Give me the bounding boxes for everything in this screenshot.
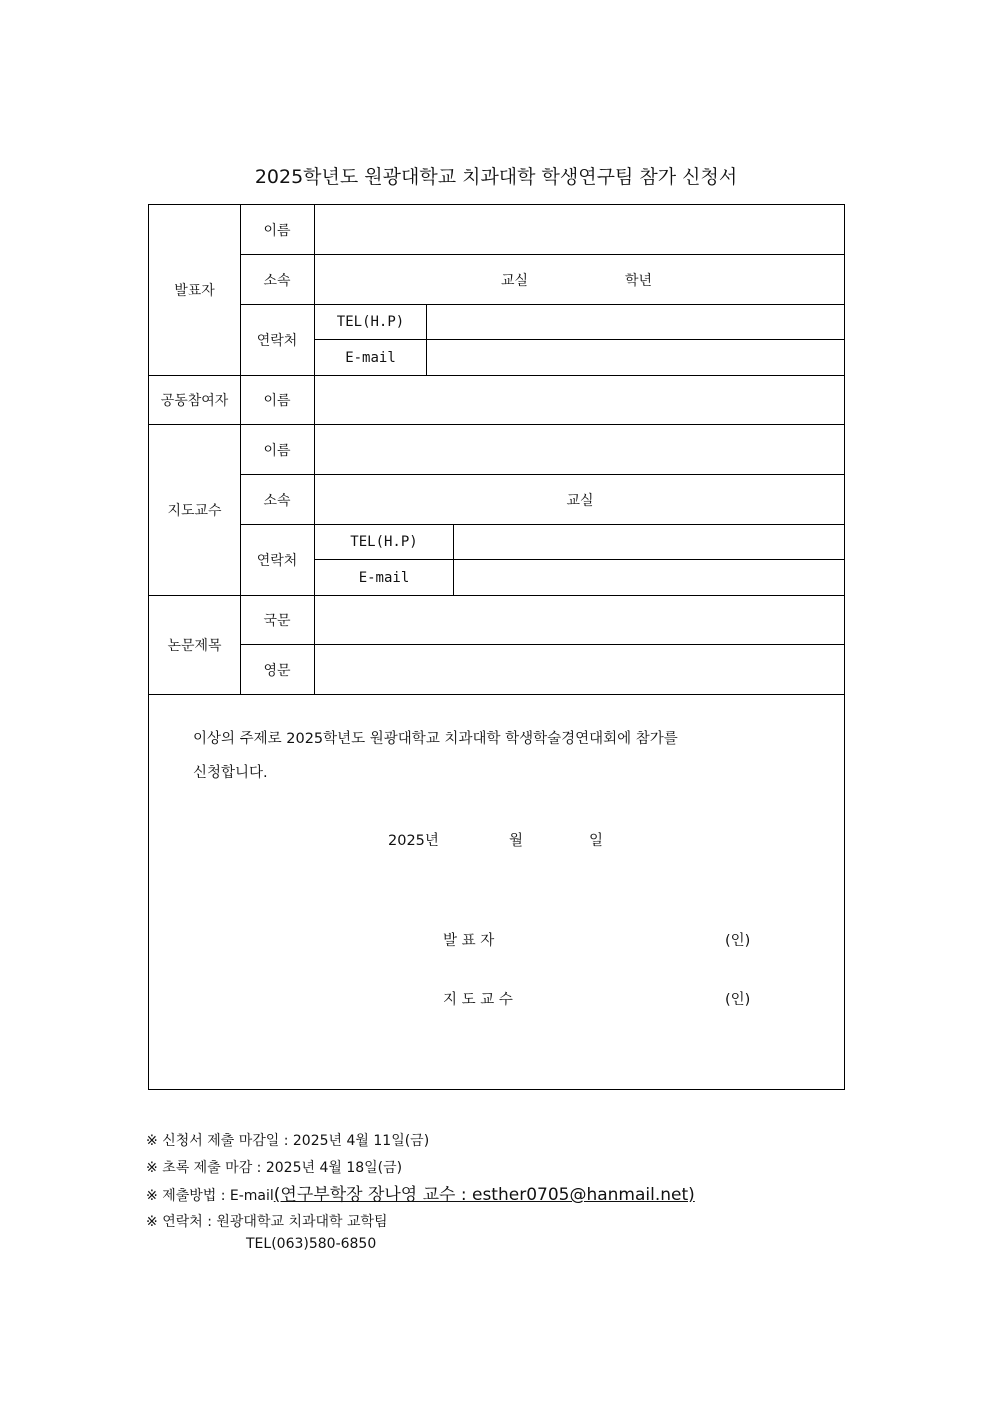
presenter-name-field[interactable] (315, 205, 845, 254)
advisor-dept-suffix: 교실 (566, 492, 594, 509)
presenter-email-field[interactable] (427, 340, 845, 375)
presenter-tel-field[interactable] (427, 305, 845, 339)
note-contact-text: 연락처 : 원광대학교 치과대학 교학팀 (162, 1214, 388, 1230)
presenter-seal: (인) (725, 933, 751, 949)
application-form (148, 204, 845, 1090)
coparticipant-name-field[interactable] (315, 376, 845, 424)
paper-title-english-label: 영문 (263, 662, 291, 679)
form-title: 2025학년도 원광대학교 치과대학 학생연구팀 참가 신청서 (254, 166, 738, 188)
note-mark: ※ (146, 1133, 158, 1149)
presenter-year-suffix: 학년 (625, 272, 653, 289)
paper-title-section-label: 논문제목 (167, 638, 222, 654)
submission-notes (146, 1128, 695, 1256)
coparticipant-name-label: 이름 (263, 393, 291, 409)
note-abstract-deadline (146, 1155, 695, 1182)
note-method (146, 1182, 695, 1209)
date-day: 일 (589, 833, 604, 849)
note-method-prefix: 제출방법 : E-mail (162, 1188, 274, 1204)
note-deadline (146, 1128, 695, 1155)
note-mark: ※ (146, 1188, 158, 1204)
date-month: 월 (509, 833, 524, 849)
presenter-dept-suffix: 교실 (501, 272, 529, 289)
advisor-email-label: E-mail (358, 569, 410, 586)
paper-title-korean-label: 국문 (263, 613, 291, 629)
date-year: 2025년 (388, 833, 439, 849)
presenter-affiliation-label: 소속 (263, 272, 291, 289)
note-mark: ※ (146, 1214, 158, 1230)
presenter-name-label: 이름 (263, 222, 291, 239)
note-abstract-deadline-text: 초록 제출 마감 : 2025년 4월 18일(금) (162, 1160, 403, 1176)
presenter-contact-label: 연락처 (256, 333, 298, 349)
advisor-affiliation-label: 소속 (263, 492, 291, 509)
presenter-affiliation-field[interactable] (315, 255, 845, 304)
note-method-contact-link[interactable]: (연구부학장 장나영 교수 : esther0705@hanmail.net) (273, 1185, 695, 1205)
presenter-tel-label: TEL(H.P) (336, 314, 405, 330)
presenter-email-label: E-mail (345, 349, 396, 366)
coparticipant-section-label: 공동참여자 (160, 393, 229, 409)
advisor-name-label: 이름 (263, 442, 291, 459)
advisor-contact-label: 연락처 (256, 553, 298, 569)
advisor-email-field[interactable] (454, 560, 845, 595)
presenter-section-label: 발표자 (174, 283, 215, 299)
advisor-tel-field[interactable] (454, 525, 845, 559)
presenter-signature-label: 발 표 자 (443, 933, 495, 949)
paper-title-english-field[interactable] (315, 645, 845, 694)
advisor-section-label: 지도교수 (167, 503, 222, 519)
declaration-line-2: 신청합니다. (193, 765, 268, 781)
paper-title-korean-field[interactable] (315, 596, 845, 644)
advisor-signature-label: 지 도 교 수 (443, 992, 513, 1008)
note-contact (146, 1209, 695, 1236)
note-mark: ※ (146, 1160, 158, 1176)
note-deadline-text: 신청서 제출 마감일 : 2025년 4월 11일(금) (162, 1133, 430, 1149)
note-contact-tel: TEL(063)580-6850 (246, 1236, 377, 1252)
declaration-line-1: 이상의 주제로 2025학년도 원광대학교 치과대학 학생학술경연대회에 참가를 (193, 731, 678, 747)
advisor-name-field[interactable] (315, 425, 845, 474)
advisor-tel-label: TEL(H.P) (350, 534, 418, 550)
advisor-affiliation-field[interactable] (315, 475, 845, 524)
advisor-seal: (인) (725, 992, 751, 1008)
